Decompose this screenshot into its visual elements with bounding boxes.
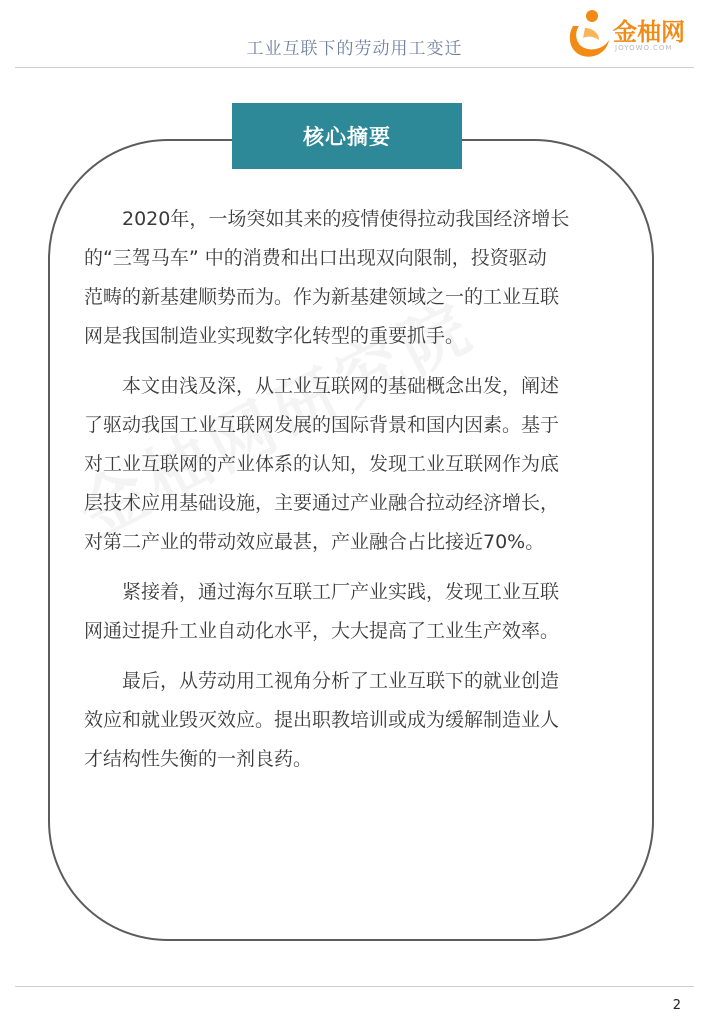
paragraph-line: 对工业互联网的产业体系的认知，发现工业互联网作为底: [84, 453, 560, 475]
footer-divider: [15, 986, 694, 987]
page-header-title: 工业互联下的劳动用工变迁: [246, 39, 463, 59]
paragraph-line: 了驱动我国工业互联网发展的国际背景和国内因素。基于: [84, 414, 560, 436]
summary-heading-badge: 核心摘要: [232, 103, 462, 169]
brand-logo: [565, 6, 700, 62]
paragraph-line: 网通过提升工业自动化水平，大大提高了工业生产效率。: [84, 620, 560, 642]
paragraph-line: 效应和就业毁灭效应。提出职教培训或成为缓解制造业人: [84, 709, 560, 731]
summary-paragraph-1: [84, 200, 634, 356]
paragraph-line: 对第二产业的带动效应最甚，产业融合占比接近70%。: [84, 531, 545, 553]
paragraph-line: 范畴的新基建顺势而为。作为新基建领域之一的工业互联: [84, 286, 560, 308]
paragraph-line: 层技术应用基础设施，主要通过产业融合拉动经济增长，: [84, 492, 560, 514]
logo-subtext: JOYOWO.COM: [615, 44, 673, 52]
summary-body: [84, 200, 634, 779]
paragraph-line: 2020年，一场突如其来的疫情使得拉动我国经济增长: [122, 208, 570, 230]
paragraph-line: 才结构性失衡的一剂良药。: [84, 748, 313, 770]
logo-text: 金柚网: [613, 18, 685, 46]
page-number: 2: [672, 998, 681, 1013]
paragraph-line: 紧接着，通过海尔互联工厂产业实践，发现工业互联: [122, 581, 560, 603]
summary-paragraph-3: [84, 573, 634, 651]
paragraph-line: 最后，从劳动用工视角分析了工业互联下的就业创造: [122, 670, 560, 692]
paragraph-line: 本文由浅及深，从工业互联网的基础概念出发，阐述: [122, 375, 560, 397]
paragraph-line: 的“三驾马车” 中的消费和出口出现双向限制，投资驱动: [84, 247, 547, 269]
paragraph-line: 网是我国制造业实现数字化转型的重要抓手。: [84, 325, 465, 347]
summary-paragraph-2: [84, 367, 634, 562]
header-divider: [15, 67, 694, 68]
summary-paragraph-4: [84, 662, 634, 779]
logo-mark-icon: [565, 6, 615, 62]
